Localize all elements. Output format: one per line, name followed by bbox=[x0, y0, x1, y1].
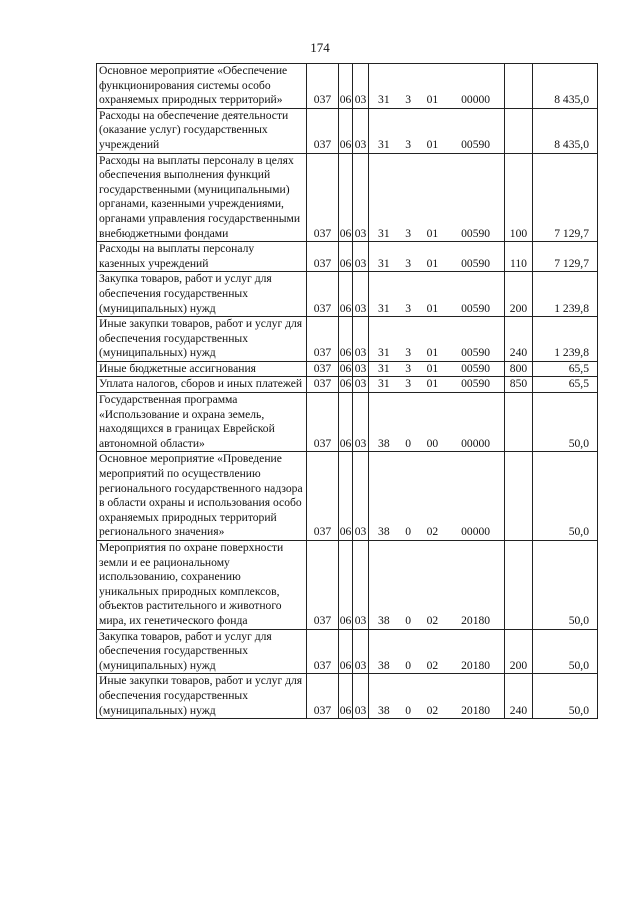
target-article-code bbox=[369, 541, 505, 630]
target-article-code bbox=[369, 361, 505, 377]
code-event: 01 bbox=[426, 137, 439, 151]
table-row bbox=[97, 361, 598, 377]
amount-value: 50,0 bbox=[533, 541, 598, 630]
row-description: Закупка товаров, работ и услуг для обеспечения государственных (муниципальных) нужд bbox=[97, 272, 307, 317]
row-description: Закупка товаров, работ и услуг для обеспечения государственных (муниципальных) нужд bbox=[97, 629, 307, 674]
code-direction: 00000 bbox=[461, 436, 491, 450]
code-event: 02 bbox=[426, 525, 439, 539]
subsection-code: 03 bbox=[353, 153, 369, 242]
subsection-code: 03 bbox=[353, 272, 369, 317]
row-description: Иные закупки товаров, работ и услуг для обеспечения государственных (муниципальных) нужд bbox=[97, 317, 307, 362]
table-row bbox=[97, 317, 598, 362]
code-direction: 00590 bbox=[461, 346, 491, 360]
table-row bbox=[97, 629, 598, 674]
ministry-code: 037 bbox=[307, 452, 339, 541]
row-description: Иные закупки товаров, работ и услуг для обеспечения государственных (муниципальных) нужд bbox=[97, 674, 307, 719]
amount-value: 1 239,8 bbox=[533, 272, 598, 317]
expense-type-code bbox=[505, 393, 533, 452]
amount-value: 50,0 bbox=[533, 629, 598, 674]
subsection-code: 03 bbox=[353, 452, 369, 541]
code-prog: 38 bbox=[378, 525, 390, 539]
section-code: 06 bbox=[339, 452, 353, 541]
code-sub: 0 bbox=[405, 436, 412, 450]
expense-type-code bbox=[505, 541, 533, 630]
code-sub: 0 bbox=[405, 703, 412, 717]
code-sub: 0 bbox=[405, 658, 412, 672]
section-code: 06 bbox=[339, 64, 353, 109]
code-sub: 3 bbox=[405, 301, 412, 315]
expense-type-code: 800 bbox=[505, 361, 533, 377]
ministry-code: 037 bbox=[307, 361, 339, 377]
row-description: Основное мероприятие «Обеспечение функционирования системы особо охраняемых природных территорий» bbox=[97, 64, 307, 109]
ministry-code: 037 bbox=[307, 541, 339, 630]
section-code: 06 bbox=[339, 108, 353, 153]
amount-value: 1 239,8 bbox=[533, 317, 598, 362]
target-article-code bbox=[369, 272, 505, 317]
budget-table bbox=[96, 63, 598, 719]
amount-value: 8 435,0 bbox=[533, 64, 598, 109]
section-code: 06 bbox=[339, 674, 353, 719]
section-code: 06 bbox=[339, 317, 353, 362]
code-event: 00 bbox=[426, 436, 439, 450]
row-description: Уплата налогов, сборов и иных платежей bbox=[97, 377, 307, 393]
ministry-code: 037 bbox=[307, 317, 339, 362]
amount-value: 65,5 bbox=[533, 361, 598, 377]
code-prog: 31 bbox=[378, 137, 390, 151]
target-article-code bbox=[369, 108, 505, 153]
expense-type-code: 110 bbox=[505, 242, 533, 272]
target-article-code bbox=[369, 317, 505, 362]
code-event: 01 bbox=[426, 256, 439, 270]
target-article-code bbox=[369, 64, 505, 109]
table-row bbox=[97, 242, 598, 272]
expense-type-code: 850 bbox=[505, 377, 533, 393]
table-row bbox=[97, 272, 598, 317]
amount-value: 50,0 bbox=[533, 393, 598, 452]
code-prog: 31 bbox=[378, 256, 390, 270]
target-article-code bbox=[369, 674, 505, 719]
section-code: 06 bbox=[339, 377, 353, 393]
amount-value: 7 129,7 bbox=[533, 153, 598, 242]
row-description: Расходы на выплаты персоналу в целях обеспечения выполнения функций государственными (муниципальными) органами, казенными учреждениями, органами управления государственными внебюджетными фондами bbox=[97, 153, 307, 242]
code-sub: 3 bbox=[405, 256, 412, 270]
code-direction: 20180 bbox=[461, 703, 491, 717]
subsection-code: 03 bbox=[353, 541, 369, 630]
ministry-code: 037 bbox=[307, 629, 339, 674]
code-sub: 0 bbox=[405, 525, 412, 539]
expense-type-code bbox=[505, 452, 533, 541]
target-article-code bbox=[369, 377, 505, 393]
section-code: 06 bbox=[339, 541, 353, 630]
code-sub: 3 bbox=[405, 361, 412, 375]
subsection-code: 03 bbox=[353, 64, 369, 109]
table-row bbox=[97, 393, 598, 452]
target-article-code bbox=[369, 452, 505, 541]
subsection-code: 03 bbox=[353, 317, 369, 362]
subsection-code: 03 bbox=[353, 361, 369, 377]
section-code: 06 bbox=[339, 242, 353, 272]
row-description: Мероприятия по охране поверхности земли и ее рациональному использованию, сохранению уникальных природных комплексов, объектов растительного и животного мира, их генетического фонда bbox=[97, 541, 307, 630]
row-description: Расходы на обеспечение деятельности (оказание услуг) государственных учреждений bbox=[97, 108, 307, 153]
target-article-code bbox=[369, 393, 505, 452]
page-number: 174 bbox=[310, 40, 330, 55]
ministry-code: 037 bbox=[307, 153, 339, 242]
expense-type-code: 240 bbox=[505, 674, 533, 719]
code-event: 01 bbox=[426, 301, 439, 315]
section-code: 06 bbox=[339, 153, 353, 242]
code-direction: 00590 bbox=[461, 301, 491, 315]
target-article-code bbox=[369, 242, 505, 272]
expense-type-code bbox=[505, 64, 533, 109]
code-direction: 00000 bbox=[461, 525, 491, 539]
amount-value: 65,5 bbox=[533, 377, 598, 393]
subsection-code: 03 bbox=[353, 242, 369, 272]
table-row bbox=[97, 674, 598, 719]
code-prog: 38 bbox=[378, 436, 390, 450]
table-row bbox=[97, 108, 598, 153]
amount-value: 50,0 bbox=[533, 674, 598, 719]
code-prog: 38 bbox=[378, 658, 390, 672]
code-prog: 31 bbox=[378, 377, 390, 391]
code-sub: 0 bbox=[405, 613, 412, 627]
code-direction: 20180 bbox=[461, 658, 491, 672]
ministry-code: 037 bbox=[307, 64, 339, 109]
section-code: 06 bbox=[339, 272, 353, 317]
code-event: 02 bbox=[426, 703, 439, 717]
code-event: 01 bbox=[426, 226, 439, 240]
amount-value: 8 435,0 bbox=[533, 108, 598, 153]
amount-value: 50,0 bbox=[533, 452, 598, 541]
expense-type-code: 200 bbox=[505, 272, 533, 317]
code-event: 01 bbox=[426, 93, 439, 107]
expense-type-code bbox=[505, 108, 533, 153]
section-code: 06 bbox=[339, 393, 353, 452]
row-description: Основное мероприятие «Проведение мероприятий по осуществлению регионального государственного надзора в области охраны и использования особо охраняемых природных территорий регионального значения» bbox=[97, 452, 307, 541]
subsection-code: 03 bbox=[353, 629, 369, 674]
table-row bbox=[97, 377, 598, 393]
code-sub: 3 bbox=[405, 137, 412, 151]
code-prog: 31 bbox=[378, 301, 390, 315]
code-event: 01 bbox=[426, 377, 439, 391]
code-direction: 00590 bbox=[461, 226, 491, 240]
section-code: 06 bbox=[339, 629, 353, 674]
row-description: Государственная программа «Использование и охрана земель, находящихся в границах Еврейской автономной области» bbox=[97, 393, 307, 452]
code-prog: 31 bbox=[378, 226, 390, 240]
code-sub: 3 bbox=[405, 346, 412, 360]
subsection-code: 03 bbox=[353, 674, 369, 719]
code-prog: 31 bbox=[378, 361, 390, 375]
subsection-code: 03 bbox=[353, 393, 369, 452]
code-prog: 31 bbox=[378, 93, 390, 107]
table-row bbox=[97, 64, 598, 109]
ministry-code: 037 bbox=[307, 108, 339, 153]
expense-type-code: 200 bbox=[505, 629, 533, 674]
amount-value: 7 129,7 bbox=[533, 242, 598, 272]
code-sub: 3 bbox=[405, 377, 412, 391]
ministry-code: 037 bbox=[307, 393, 339, 452]
code-direction: 00590 bbox=[461, 137, 491, 151]
ministry-code: 037 bbox=[307, 674, 339, 719]
subsection-code: 03 bbox=[353, 108, 369, 153]
code-sub: 3 bbox=[405, 93, 412, 107]
code-prog: 31 bbox=[378, 346, 390, 360]
ministry-code: 037 bbox=[307, 272, 339, 317]
code-event: 01 bbox=[426, 346, 439, 360]
table-row bbox=[97, 452, 598, 541]
table-row bbox=[97, 541, 598, 630]
code-direction: 00590 bbox=[461, 361, 491, 375]
table-row bbox=[97, 153, 598, 242]
expense-type-code: 240 bbox=[505, 317, 533, 362]
code-event: 01 bbox=[426, 361, 439, 375]
code-direction: 00000 bbox=[461, 93, 491, 107]
code-sub: 3 bbox=[405, 226, 412, 240]
target-article-code bbox=[369, 153, 505, 242]
subsection-code: 03 bbox=[353, 377, 369, 393]
expense-type-code: 100 bbox=[505, 153, 533, 242]
ministry-code: 037 bbox=[307, 377, 339, 393]
row-description: Расходы на выплаты персоналу казенных учреждений bbox=[97, 242, 307, 272]
code-prog: 38 bbox=[378, 703, 390, 717]
code-prog: 38 bbox=[378, 613, 390, 627]
code-direction: 20180 bbox=[461, 613, 491, 627]
code-direction: 00590 bbox=[461, 377, 491, 391]
code-direction: 00590 bbox=[461, 256, 491, 270]
code-event: 02 bbox=[426, 658, 439, 672]
ministry-code: 037 bbox=[307, 242, 339, 272]
code-event: 02 bbox=[426, 613, 439, 627]
section-code: 06 bbox=[339, 361, 353, 377]
target-article-code bbox=[369, 629, 505, 674]
row-description: Иные бюджетные ассигнования bbox=[97, 361, 307, 377]
